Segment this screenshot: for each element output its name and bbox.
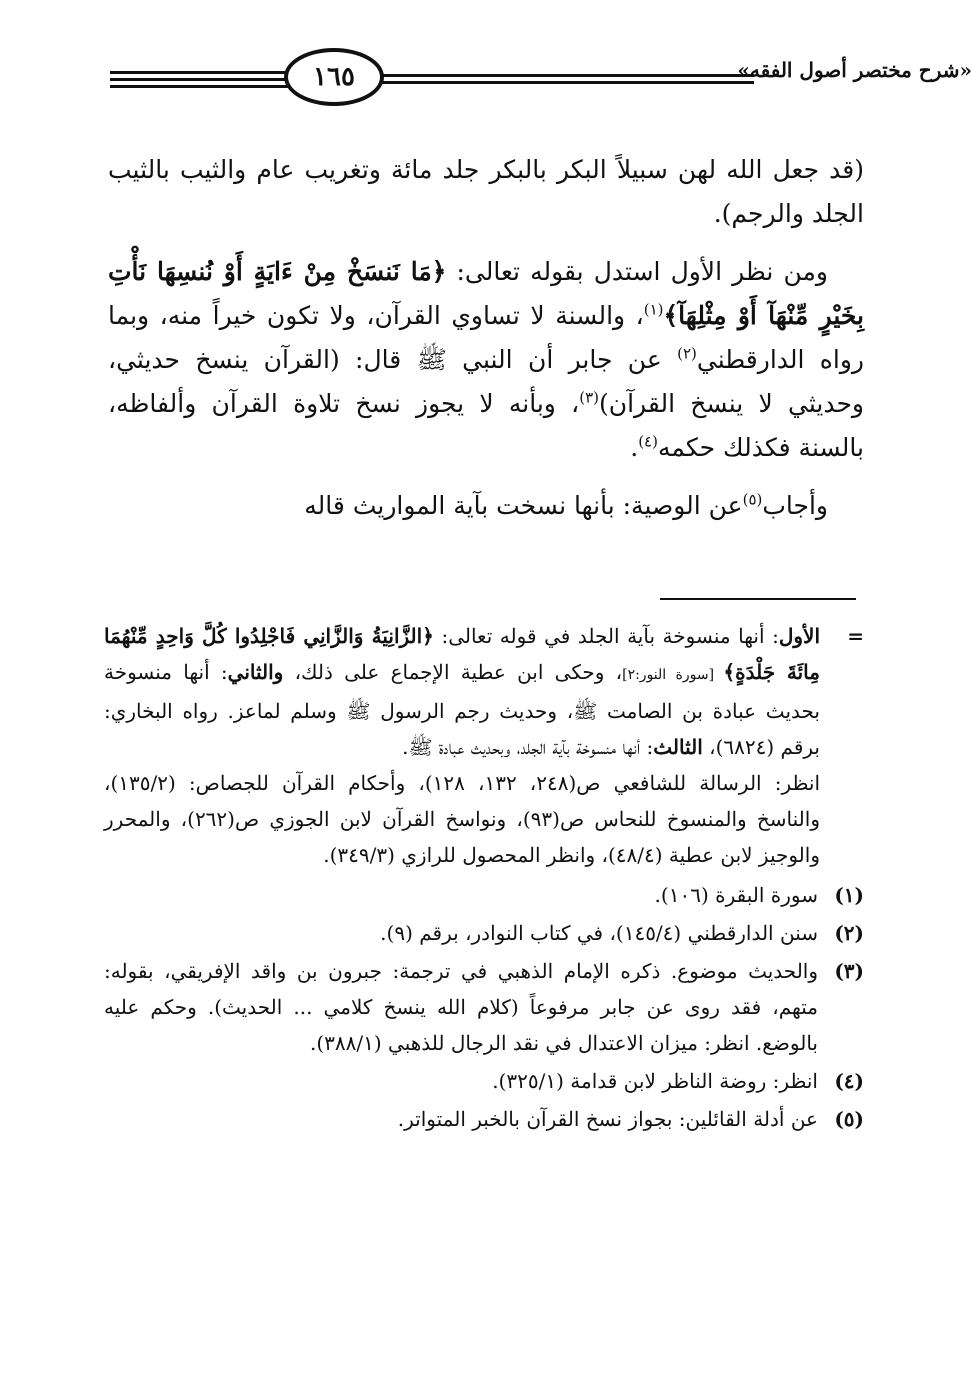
page-number: ١٦٥ xyxy=(284,48,384,106)
footnote-paragraph: انظر: الرسالة للشافعي ص(٢٤٨، ١٣٢، ١٢٨)، وأحكام القرآن للجصاص: (١٣٥/٢)، والناسخ والمنسوخ للنحاس ص(٩٣)، ونواسخ القرآن لابن الجوزي ص(٢٦٢)، والمحرر والوجيز لابن عطية (٤٨/٤)، وانظر المحصول للرازي (٣٤٩/٣). xyxy=(104,771,821,867)
paragraph-text: ، والسنة لا تساوي القرآن، ولا تكون خيراً منه، وبما رواه الدارقطني xyxy=(108,301,864,374)
footnote-number: (٢) xyxy=(834,921,864,945)
header-rule xyxy=(110,85,292,88)
continuation-mark: = xyxy=(847,624,864,648)
header-rule xyxy=(376,74,754,77)
footnote-ref: (١) xyxy=(643,300,664,319)
label: الأول xyxy=(778,624,820,648)
footnote-item xyxy=(104,1101,864,1137)
quran-verse: ﴿مَا نَنسَخْ مِنْ ءَايَةٍ أَوْ نُنسِهَا نَأْتِ بِخَيْرٍ مِّنْهَآ أَوْ مِثْلِهَآ﴾ xyxy=(108,257,865,330)
footnote-paragraph xyxy=(104,618,820,765)
paragraph-text: ، وبأنه لا يجوز نسخ تلاوة القرآن وألفاظه، بالسنة فكذلك حكمه xyxy=(108,389,864,462)
header-rule xyxy=(376,81,754,84)
footnote-number: (١) xyxy=(834,883,864,907)
footnote-ref: (٣) xyxy=(579,388,599,407)
footnote-text: : أنها منسوخة بآية الجلد، وبحديث عبادة ﷺ. xyxy=(402,735,654,759)
paragraph-text: عن جابر أن النبي ﷺ قال: (القرآن ينسخ حديثي، وحديثي لا ينسخ القرآن) xyxy=(108,345,864,418)
paragraph-text: ومن نظر الأول استدل بقوله تعالى: xyxy=(446,257,828,286)
footnotes xyxy=(104,618,864,1139)
footnote-text: والحديث موضوع. ذكره الإمام الذهبي في ترجمة: جبرون بن واقد الإفريقي، بقوله: متهم، فقد روى عن جابر مرفوعاً (كلام الله ينسخ كلامي ... الحديث). وحكم عليه بالوضع. انظر: ميزان الاعتدال في نقد الرجال للذهبي (٣٨٨/١). xyxy=(104,959,818,1055)
footnote-continuation xyxy=(104,618,864,873)
footnote-separator xyxy=(660,598,856,600)
footnote-text: : أنها منسوخة بحديث عبادة بن الصامت ﷺ، وحديث رجم الرسول ﷺ وسلم لماعز. رواه البخاري: برقم (٦٨٢٤)، xyxy=(104,660,820,759)
book-title: «شرح مختصر أصول الفقه» xyxy=(737,58,972,82)
main-text xyxy=(108,148,864,542)
footnote-item xyxy=(104,877,864,913)
footnote-text: سنن الدارقطني (١٤٥/٤)، في كتاب النوادر، برقم (٩). xyxy=(380,921,818,945)
footnote-text: انظر: روضة الناظر لابن قدامة (٣٢٥/١). xyxy=(492,1069,818,1093)
label: الثالث xyxy=(653,735,703,759)
paragraph-text: . xyxy=(630,433,639,462)
footnote-item xyxy=(104,1063,864,1099)
paragraph-text: (قد جعل الله لهن سبيلاً البكر بالبكر جلد مائة وتغريب عام والثيب بالثيب الجلد والرجم). xyxy=(108,155,864,228)
label: والثاني xyxy=(227,660,284,684)
footnote-text: ، وحكى ابن عطية الإجماع على ذلك، xyxy=(283,660,623,684)
paragraph-text: وأجاب xyxy=(762,491,828,520)
paragraph xyxy=(108,484,864,528)
footnote-item xyxy=(104,915,864,951)
footnote-number: (٤) xyxy=(834,1069,864,1093)
header-rule xyxy=(110,78,292,81)
footnote-ref: (٤) xyxy=(638,432,658,451)
footnote-ref: (٥) xyxy=(742,490,763,509)
footnote-text: سورة البقرة (١٠٦). xyxy=(654,883,818,907)
footnote-number: (٣) xyxy=(834,959,864,983)
paragraph xyxy=(108,250,864,470)
footnote-text: عن أدلة القائلين: بجواز نسخ القرآن بالخبر المتواتر. xyxy=(397,1107,818,1131)
page-header xyxy=(100,48,972,112)
verse-reference: [سورة النور:٢] xyxy=(622,667,724,683)
footnote-text: : أنها منسوخة بآية الجلد في قوله تعالى: xyxy=(433,624,779,648)
paragraph xyxy=(108,148,864,236)
quran-verse: ﴿الزَّانِيَةُ وَالزَّانِي فَاجْلِدُوا كُلَّ وَاحِدٍ مِّنْهُمَا مِائَةَ جَلْدَةٍ﴾ xyxy=(104,624,820,684)
footnote-list xyxy=(104,877,864,1137)
header-rule xyxy=(110,71,292,74)
footnote-number: (٥) xyxy=(834,1107,864,1131)
footnote-item xyxy=(104,953,864,1061)
footnote-ref: (٢) xyxy=(677,344,697,363)
paragraph-text: عن الوصية: بأنها نسخت بآية المواريث قاله xyxy=(304,491,743,520)
